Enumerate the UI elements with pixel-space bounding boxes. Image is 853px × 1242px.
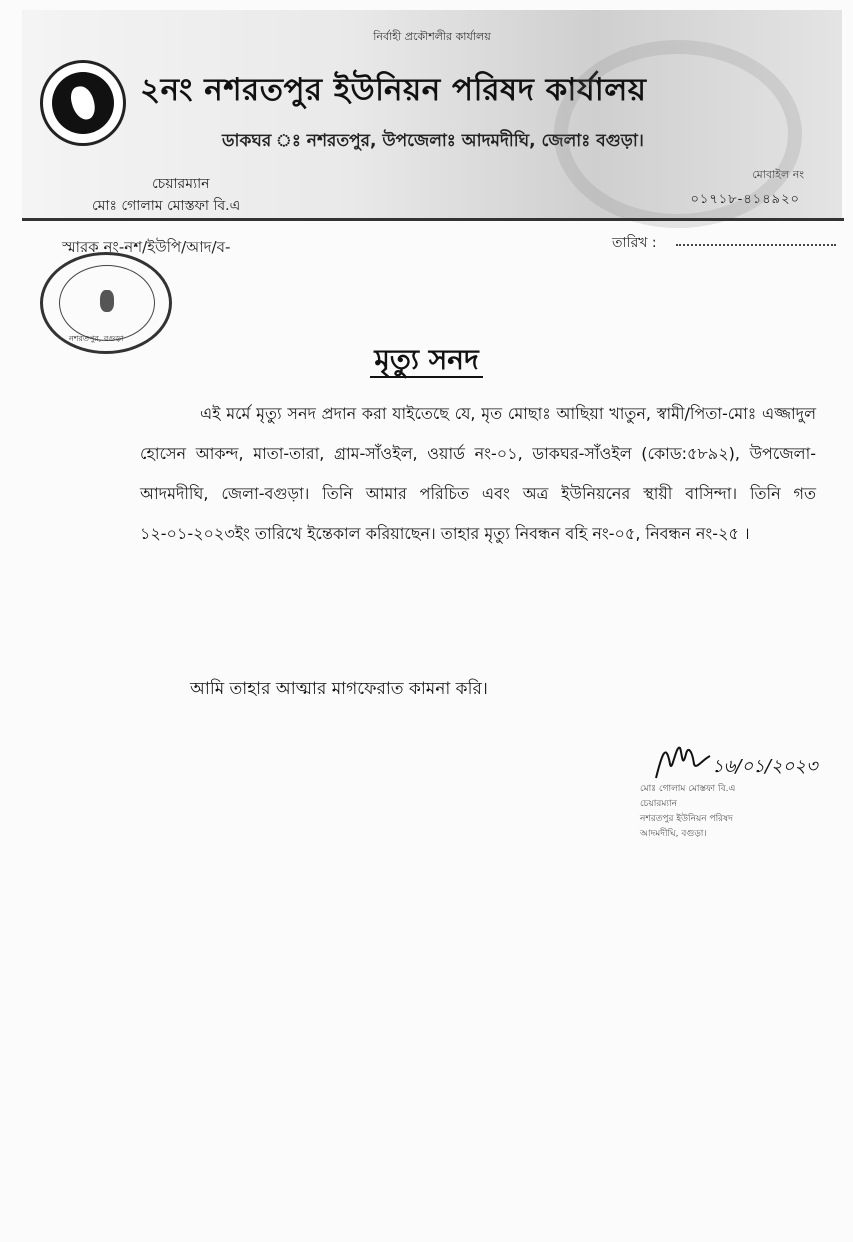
phone-label: মোবাইল নং (752, 168, 804, 181)
chairman-name: মোঃ গোলাম মোস্তফা বি.এ (92, 198, 241, 214)
certificate-body: এই মর্মে মৃত্যু সনদ প্রদান করা যাইতেছে যে, মৃত মোছাঃ আছিয়া খাতুন, স্বামী/পিতা-মোঃ এজ্জাদুল হোসেন আকন্দ, মাতা-তারা, গ্রাম-সাঁওইল, ওয়ার্ড নং-০১, ডাকঘর-সাঁওইল (কোড:৫৮৯২), উপজেলা-আদমদীঘি, জেলা-বগুড়া। তিনি আমার পরিচিত এবং অত্র ইউনিয়নের স্থায়ী বাসিন্দা। তিনি গত ১২-০১-২০২৩ইং তারিখে ইন্তেকাল করিয়াছেন। তাহার মৃত্যু নিবন্ধন বহি নং-০৫, নিবন্ধন নং-২৫ । (140, 404, 816, 543)
document-title-text: মৃত্যু সনদ (370, 343, 482, 378)
letterhead (22, 10, 842, 218)
signatory-office: নশরতপুর ইউনিয়ন পরিষদ (640, 814, 733, 824)
bangladesh-emblem-icon (40, 60, 126, 146)
signature-block (640, 782, 735, 842)
chairman-title: চেয়ারম্যান (152, 176, 210, 192)
document-title (0, 338, 853, 385)
office-title: ২নং নশরতপুর ইউনিয়ন পরিষদ কার্যালয় (140, 72, 647, 108)
letterhead-top-line: নির্বাহী প্রকৌশলীর কার্যালয় (373, 30, 491, 43)
signatory-title: চেয়ারম্যান (640, 799, 677, 809)
signature-scribble-icon (652, 734, 712, 782)
date-label: তারিখ : (612, 235, 657, 251)
signatory-location: আদমদীঘি, বগুড়া। (640, 829, 707, 839)
header-divider (22, 218, 844, 221)
date-blank-line (676, 230, 836, 246)
phone-number: ০১৭১৮-৪১৪৯২০ (690, 192, 800, 207)
seal-text: নশরতপুর, বগুড়া (69, 334, 124, 343)
closing-line: আমি তাহার আত্মার মাগফেরাত কামনা করি। (190, 679, 488, 699)
signature-date: ১৬/০১/২০২৩ (712, 756, 818, 777)
office-address: ডাকঘর ঃ নশরতপুর, উপজেলাঃ আদমদীঘি, জেলাঃ বগুড়া। (222, 131, 644, 151)
signatory-name: মোঃ গোলাম মোস্তফা বি.এ (640, 784, 736, 794)
memo-number: স্মারক নং-নশ/ইউপি/আদ/ব- (62, 238, 231, 256)
